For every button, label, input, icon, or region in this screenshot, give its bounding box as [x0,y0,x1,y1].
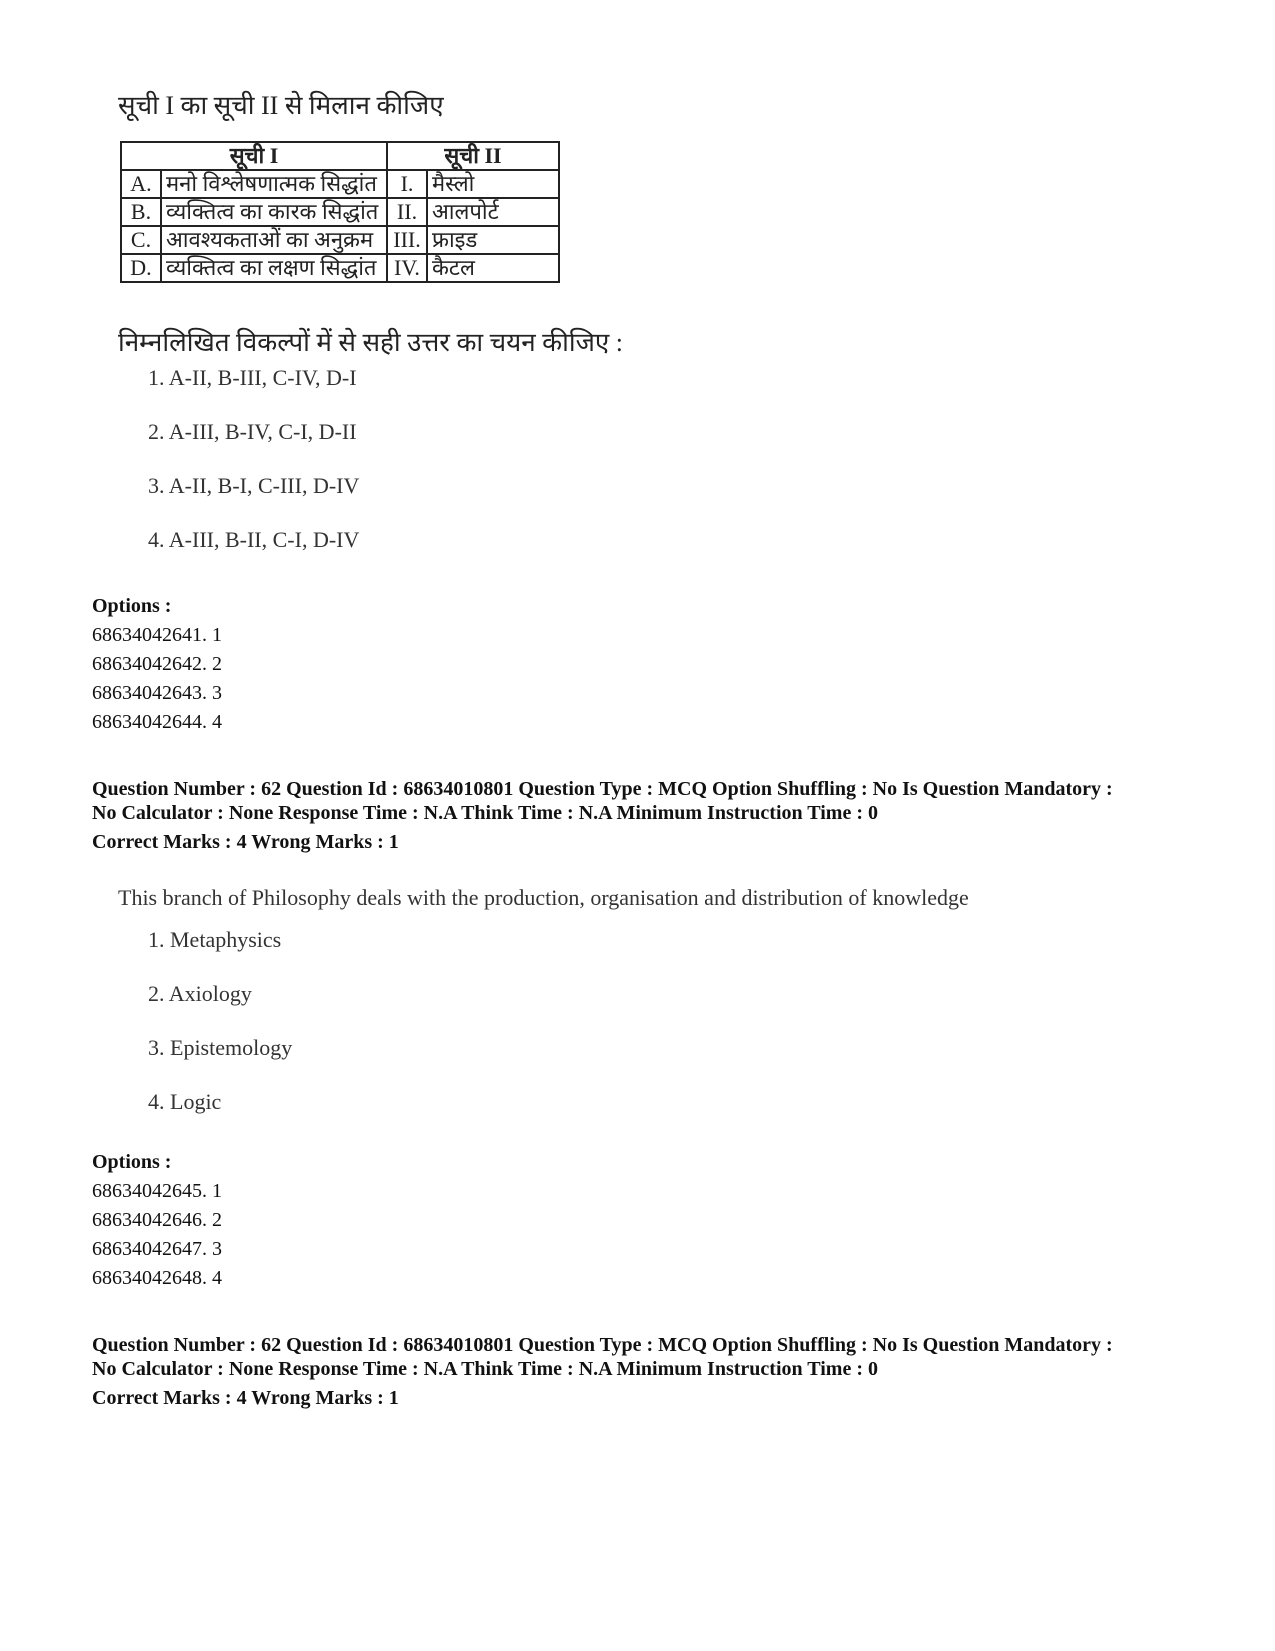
option-id: 68634042644. 4 [92,711,222,733]
option-id: 68634042647. 3 [92,1238,222,1260]
choice-item: 2. A-III, B-IV, C-I, D-II [148,419,357,444]
list2-item: मैस्लो [427,170,559,198]
table-row [121,198,559,226]
choice-item: 3. Epistemology [148,1035,293,1060]
marks-line: Correct Marks : 4 Wrong Marks : 1 [92,831,399,853]
options-label: Options : [92,1151,172,1173]
option-id: 68634042641. 1 [92,624,222,646]
option-id: 68634042643. 3 [92,682,222,704]
options-label: Options : [92,595,172,617]
question-meta [92,1333,1212,1410]
choice-list [148,363,359,579]
marks-line: Correct Marks : 4 Wrong Marks : 1 [92,1387,399,1409]
table-header-list1: सूची I [121,142,387,170]
choice-item: 2. Axiology [148,981,252,1006]
question-heading: सूची I का सूची II से मिलान कीजिए [118,91,444,120]
options-block [92,1148,222,1293]
list2-item: कैटल [427,254,559,282]
choice-item: 4. A-III, B-II, C-I, D-IV [148,527,360,552]
option-id: 68634042648. 4 [92,1267,222,1289]
choice-list [148,925,292,1141]
choice-item: 1. A-II, B-III, C-IV, D-I [148,365,357,390]
table-row [121,254,559,282]
list2-item: आलपोर्ट [427,198,559,226]
table-row [121,226,559,254]
question-meta [92,777,1212,854]
choice-item: 3. A-II, B-I, C-III, D-IV [148,473,360,498]
row-label: D. [121,254,161,282]
meta-line: Question Number : 62 Question Id : 68634010801 Question Type : MCQ Option Shuffling : No Is Question Mandatory : [92,1334,1113,1356]
list1-item: आवश्यकताओं का अनुक्रम [161,226,387,254]
meta-line: No Calculator : None Response Time : N.A Think Time : N.A Minimum Instruction Time : 0 [92,802,878,824]
match-table [120,141,560,283]
row-label: III. [387,226,427,254]
list2-item: फ्राइड [427,226,559,254]
meta-line: No Calculator : None Response Time : N.A Think Time : N.A Minimum Instruction Time : 0 [92,1358,878,1380]
row-label: B. [121,198,161,226]
choice-item: 4. Logic [148,1089,222,1114]
list1-item: मनो विश्लेषणात्मक सिद्धांत [161,170,387,198]
table-row [121,170,559,198]
table-header-row [121,142,559,170]
question-text: This branch of Philosophy deals with the production, organisation and distribution of knowledge [118,885,969,910]
list1-item: व्यक्तित्व का लक्षण सिद्धांत [161,254,387,282]
meta-line: Question Number : 62 Question Id : 68634010801 Question Type : MCQ Option Shuffling : No Is Question Mandatory : [92,778,1113,800]
option-id: 68634042646. 2 [92,1209,222,1231]
choice-item: 1. Metaphysics [148,927,282,952]
row-label: A. [121,170,161,198]
table-header-list2: सूची II [387,142,559,170]
options-block [92,592,222,737]
row-label: IV. [387,254,427,282]
row-label: II. [387,198,427,226]
instruction-text: निम्नलिखित विकल्पों में से सही उत्तर का चयन कीजिए : [118,328,623,357]
list1-item: व्यक्तित्व का कारक सिद्धांत [161,198,387,226]
option-id: 68634042642. 2 [92,653,222,675]
row-label: I. [387,170,427,198]
row-label: C. [121,226,161,254]
option-id: 68634042645. 1 [92,1180,222,1202]
